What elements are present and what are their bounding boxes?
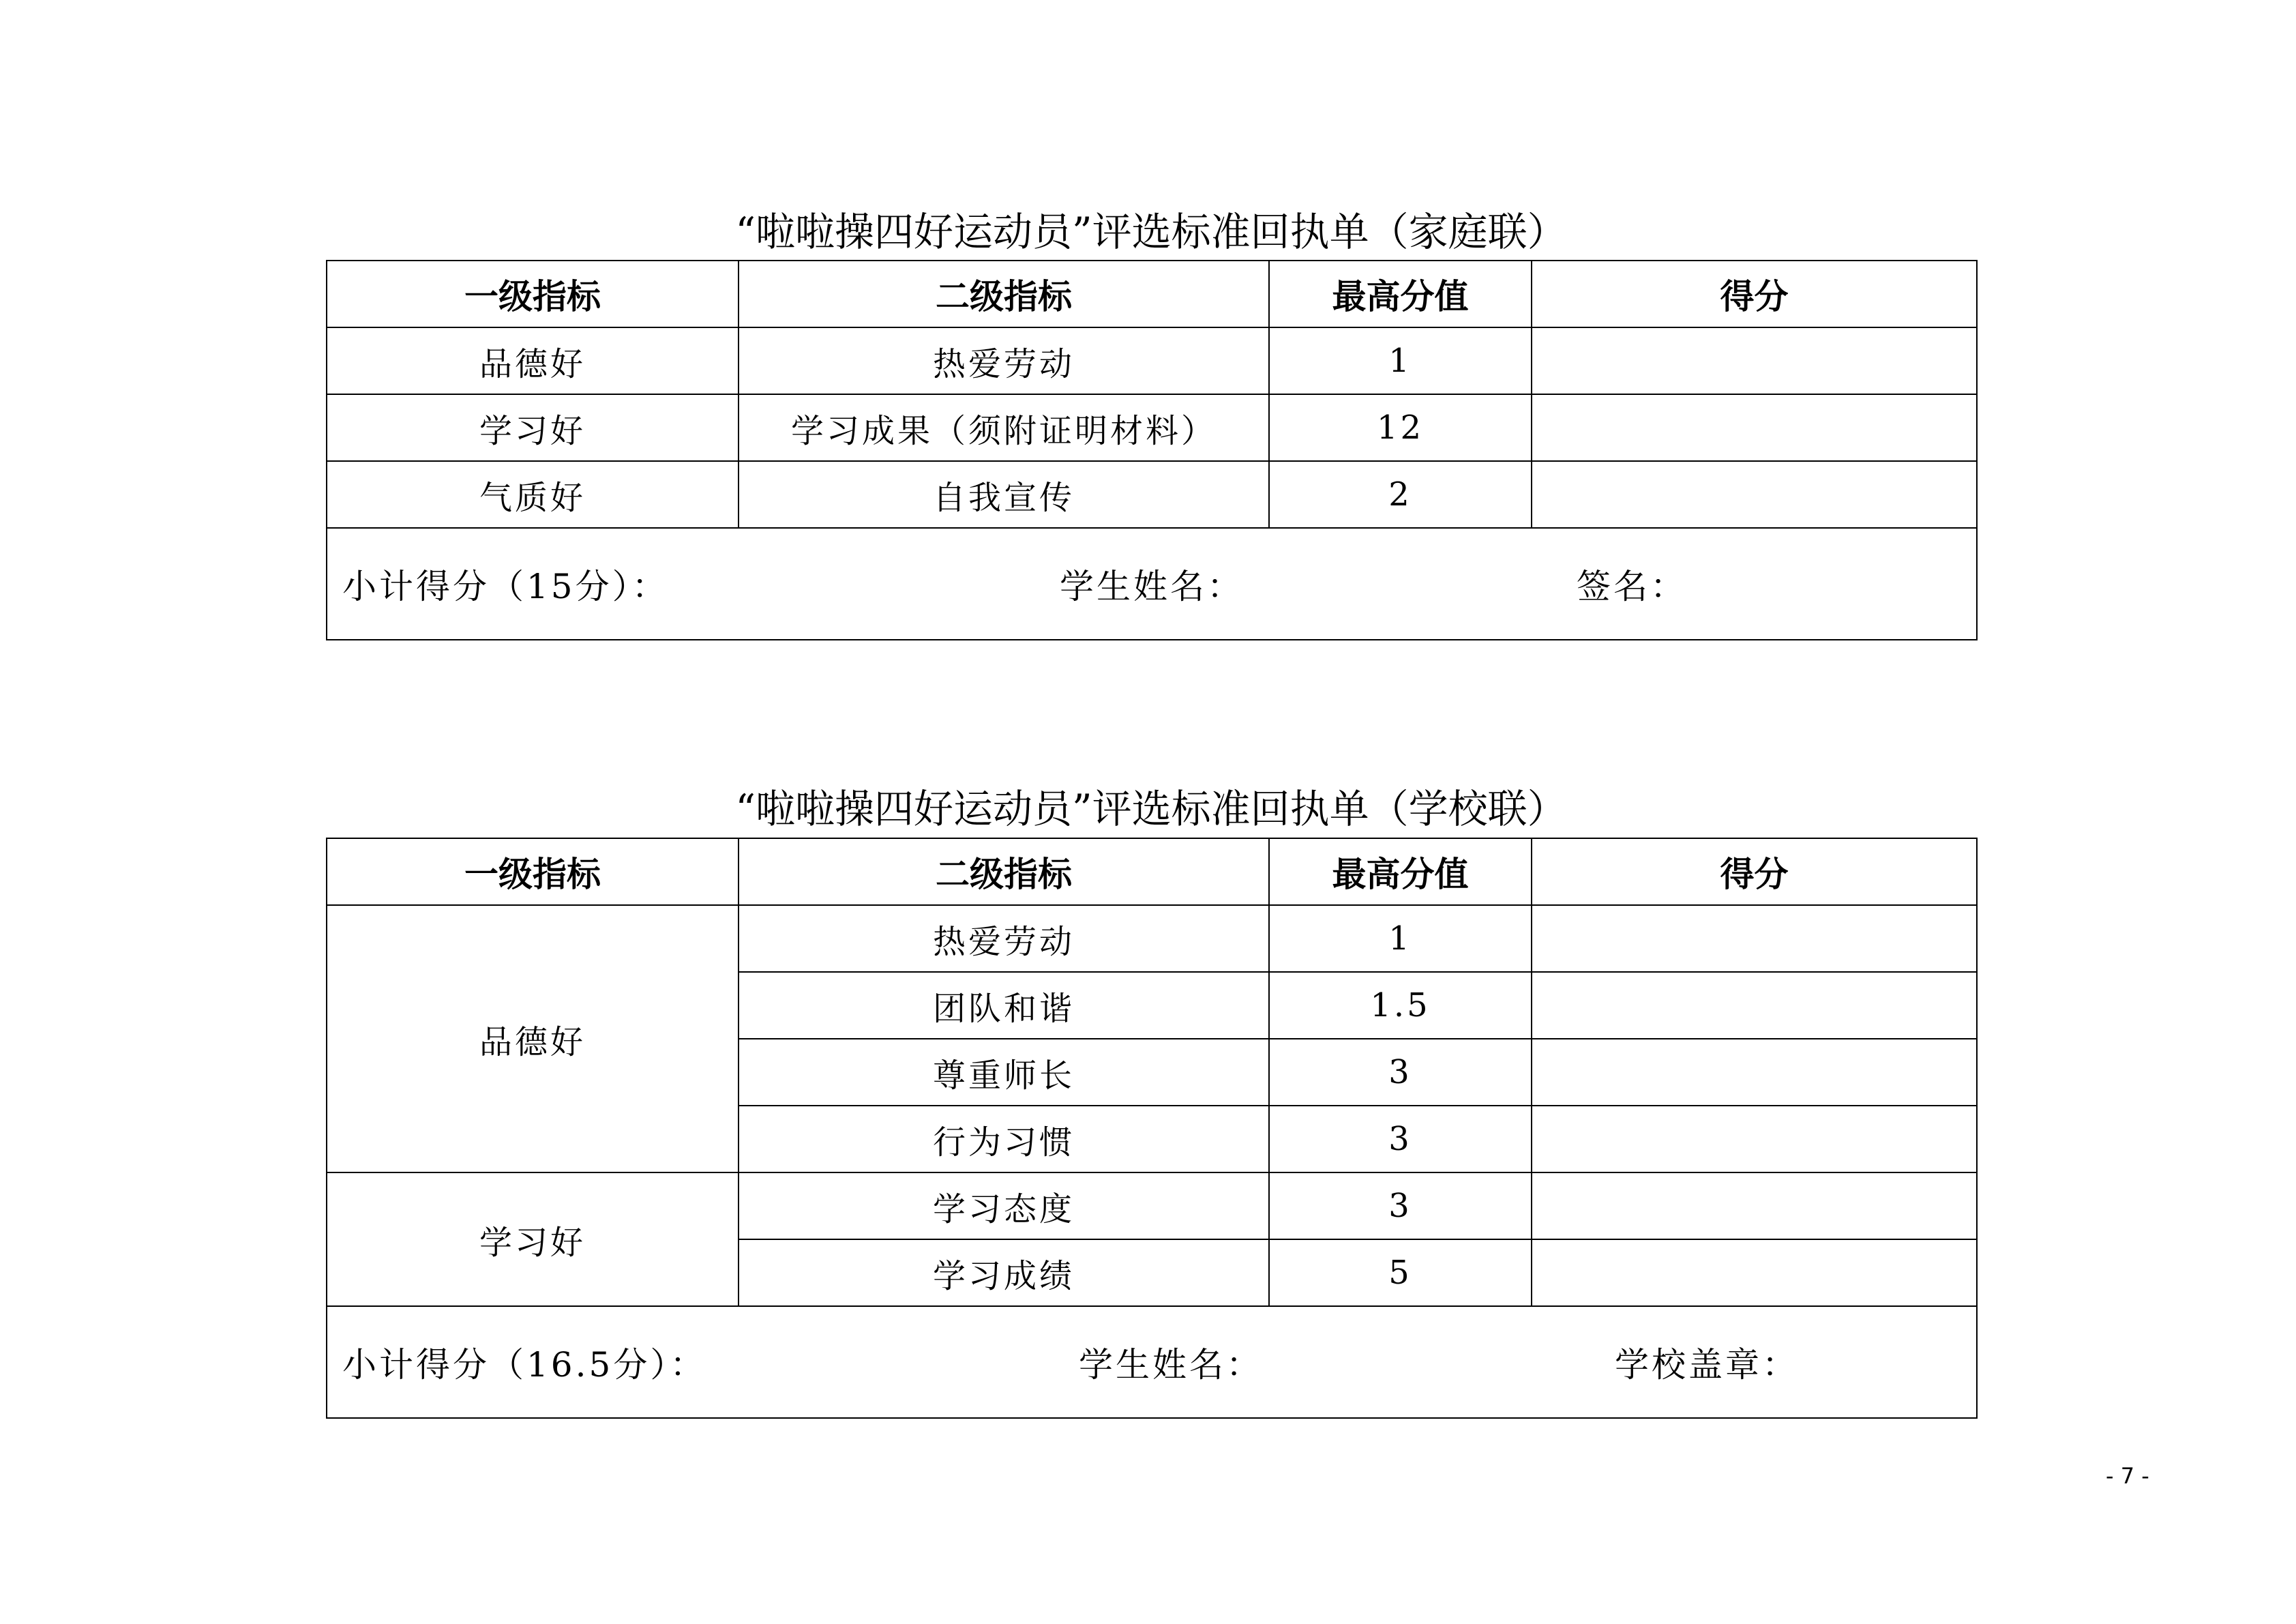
header-secondary-indicator: 二级指标 xyxy=(739,838,1269,905)
header-max-score: 最高分值 xyxy=(1269,261,1532,327)
subtotal-label: 小计得分（15分）： xyxy=(342,567,669,606)
header-secondary-indicator: 二级指标 xyxy=(739,261,1269,327)
header-max-score: 最高分值 xyxy=(1269,838,1532,905)
table-row xyxy=(327,394,1977,461)
score-cell[interactable] xyxy=(1532,1106,1977,1172)
primary-indicator-cell: 气质好 xyxy=(327,461,739,528)
score-cell[interactable] xyxy=(1532,327,1977,394)
max-score-cell: 1 xyxy=(1269,327,1532,394)
max-score-cell: 1 xyxy=(1269,905,1532,972)
max-score-cell: 3 xyxy=(1269,1172,1532,1239)
header-score: 得分 xyxy=(1532,261,1977,327)
score-cell[interactable] xyxy=(1532,1039,1977,1106)
max-score-cell: 3 xyxy=(1269,1106,1532,1172)
secondary-indicator-cell: 行为习惯 xyxy=(739,1106,1269,1172)
max-score-cell: 5 xyxy=(1269,1239,1532,1306)
family-form-table xyxy=(326,260,1978,640)
header-row xyxy=(327,838,1977,905)
primary-indicator-cell: 学习好 xyxy=(327,394,739,461)
family-form-title: “啦啦操四好运动员”评选标准回执单（家庭联） xyxy=(735,209,1567,255)
primary-indicator-cell: 品德好 xyxy=(327,327,739,394)
table-row xyxy=(327,1172,1977,1239)
signature-label: 签名： xyxy=(1577,567,1687,606)
secondary-indicator-cell: 学习态度 xyxy=(739,1172,1269,1239)
header-primary-indicator: 一级指标 xyxy=(327,261,739,327)
primary-indicator-cell: 品德好 xyxy=(327,905,739,1172)
table-row xyxy=(327,461,1977,528)
subtotal-label: 小计得分（16.5分）： xyxy=(342,1345,707,1385)
secondary-indicator-cell: 团队和谐 xyxy=(739,972,1269,1039)
table-row xyxy=(327,327,1977,394)
header-score: 得分 xyxy=(1532,838,1977,905)
secondary-indicator-cell: 尊重师长 xyxy=(739,1039,1269,1106)
primary-indicator-cell: 学习好 xyxy=(327,1172,739,1306)
score-cell[interactable] xyxy=(1532,905,1977,972)
max-score-cell: 3 xyxy=(1269,1039,1532,1106)
score-cell[interactable] xyxy=(1532,461,1977,528)
secondary-indicator-cell: 学习成绩 xyxy=(739,1239,1269,1306)
school-form-table xyxy=(326,838,1978,1419)
score-cell[interactable] xyxy=(1532,394,1977,461)
student-name-label: 学生姓名： xyxy=(1060,567,1244,606)
table-row xyxy=(327,905,1977,972)
secondary-indicator-cell: 热爱劳动 xyxy=(739,905,1269,972)
max-score-cell: 2 xyxy=(1269,461,1532,528)
footer-row xyxy=(327,528,1977,640)
school-seal-label: 学校盖章： xyxy=(1615,1345,1799,1385)
footer-cell xyxy=(327,528,1977,640)
score-cell[interactable] xyxy=(1532,1239,1977,1306)
school-form-title: “啦啦操四好运动员”评选标准回执单（学校联） xyxy=(735,786,1567,832)
footer-row xyxy=(327,1306,1977,1418)
secondary-indicator-cell: 学习成果（须附证明材料） xyxy=(739,394,1269,461)
score-cell[interactable] xyxy=(1532,1172,1977,1239)
header-primary-indicator: 一级指标 xyxy=(327,838,739,905)
header-row xyxy=(327,261,1977,327)
student-name-label: 学生姓名： xyxy=(1079,1345,1263,1385)
score-cell[interactable] xyxy=(1532,972,1977,1039)
max-score-cell: 1.5 xyxy=(1269,972,1532,1039)
secondary-indicator-cell: 自我宣传 xyxy=(739,461,1269,528)
footer-cell xyxy=(327,1306,1977,1418)
secondary-indicator-cell: 热爱劳动 xyxy=(739,327,1269,394)
max-score-cell: 12 xyxy=(1269,394,1532,461)
page-number: - 7 - xyxy=(2106,1463,2149,1489)
